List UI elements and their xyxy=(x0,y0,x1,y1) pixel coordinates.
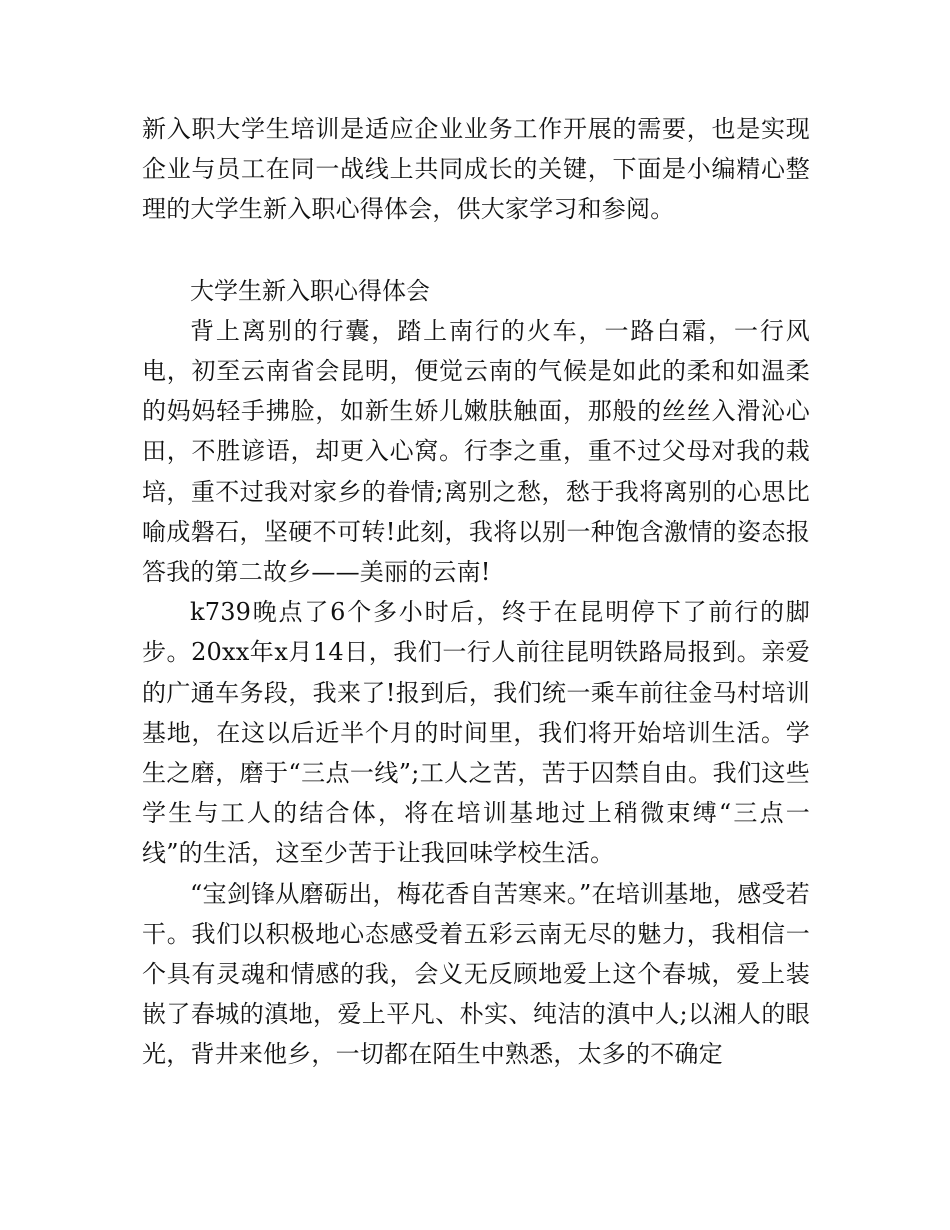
body-paragraph-2: k739晚点了6个多小时后，终于在昆明停下了前行的脚步。20xx年x月14日，我们一行人前往昆明铁路局报到。亲爱的广通车务段，我来了!报到后，我们统一乘车前往金马村培训基地，在这以后近半个月的时间里，我们将开始培训生活。学生之磨，磨于“三点一线”;工人之苦，苦于囚禁自由。我们这些学生与工人的结合体，将在培训基地过上稍微束缚“三点一线”的生活，这至少苦于让我回味学校生活。 xyxy=(142,598,810,868)
body-paragraph-3: “宝剑锋从磨砺出，梅花香自苦寒来。”在培训基地，感受若干。我们以积极地心态感受着五彩云南无尽的魅力，我相信一个具有灵魂和情感的我，会义无反顾地爱上这个春城，爱上装嵌了春城的滇地，爱上平凡、朴实、纯洁的滇中人;以湘人的眼光，背井来他乡，一切都在陌生中熟悉，太多的不确定 xyxy=(142,879,810,1069)
document-title: 大学生新入职心得体会 xyxy=(190,276,430,305)
intro-paragraph: 新入职大学生培训是适应企业业务工作开展的需要，也是实现企业与员工在同一战线上共同成长的关键，下面是小编精心整理的大学生新入职心得体会，供大家学习和参阅。 xyxy=(142,115,810,224)
body-paragraph-1: 背上离别的行囊，踏上南行的火车，一路白霜，一行风电，初至云南省会昆明，便觉云南的气候是如此的柔和如温柔的妈妈轻手拂脸，如新生娇儿嫩肤触面，那般的丝丝入滑沁心田，不胜谚语，却更入心窝。行李之重，重不过父母对我的栽培，重不过我对家乡的眷情;离别之愁，愁于我将离别的心思比喻成磐石，坚硬不可转!此刻，我将以别一种饱含激情的姿态报答我的第二故乡——美丽的云南! xyxy=(142,316,810,587)
document-page xyxy=(142,109,810,1075)
